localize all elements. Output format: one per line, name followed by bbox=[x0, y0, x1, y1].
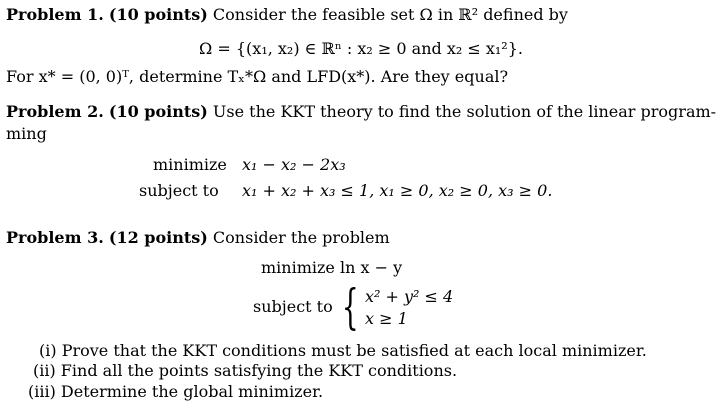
problem-2-intro-continued: ming bbox=[6, 124, 47, 143]
problem-3-part-iii: (iii) Determine the global minimizer. bbox=[28, 382, 324, 401]
problem-3-constraint-1: x² + y² ≤ 4 bbox=[365, 287, 454, 306]
problem-1-line-1 bbox=[6, 5, 568, 25]
problem-3-heading: Problem 3. bbox=[6, 228, 104, 247]
problem-1-intro: Consider the feasible set Ω in ℝ² defined by bbox=[212, 5, 568, 24]
problem-2-intro: Use the KKT theory to find the solution of the linear program- bbox=[212, 102, 717, 121]
problem-2-minimize-label: minimize bbox=[153, 155, 227, 174]
problem-2-constraints: x₁ + x₂ + x₃ ≤ 1, x₁ ≥ 0, x₂ ≥ 0, x₃ ≥ 0. bbox=[242, 181, 553, 200]
problem-1-question: For x* = (0, 0)ᵀ, determine Tₓ*Ω and LFD(x*). Are they equal? bbox=[6, 67, 509, 86]
problem-2-subject-to-label: subject to bbox=[139, 181, 219, 200]
problem-2-line-1 bbox=[6, 102, 716, 122]
problem-3-points: (12 points) bbox=[108, 228, 208, 247]
problem-1-points: (10 points) bbox=[108, 5, 208, 24]
problem-1-heading: Problem 1. bbox=[6, 5, 104, 24]
problem-3-minimize-line: minimize ln x − y bbox=[261, 258, 403, 277]
problem-2-objective: x₁ − x₂ − 2x₃ bbox=[242, 155, 346, 174]
problem-3-subject-to-label: subject to bbox=[253, 297, 333, 316]
problem-3-constraint-2: x ≥ 1 bbox=[365, 309, 408, 328]
problem-3-left-brace: { bbox=[341, 279, 359, 335]
problem-2-heading: Problem 2. bbox=[6, 102, 104, 121]
problem-3-part-i: (i) Prove that the KKT conditions must be satisfied at each local minimizer. bbox=[39, 341, 647, 360]
problem-3-intro: Consider the problem bbox=[212, 228, 390, 247]
problem-2-points: (10 points) bbox=[108, 102, 208, 121]
problem-3-part-ii: (ii) Find all the points satisfying the KKT conditions. bbox=[33, 361, 458, 380]
problem-3-line-1 bbox=[6, 228, 390, 248]
problem-1-set-definition: Ω = {(x₁, x₂) ∈ ℝⁿ : x₂ ≥ 0 and x₂ ≤ x₁²}. bbox=[199, 39, 523, 58]
